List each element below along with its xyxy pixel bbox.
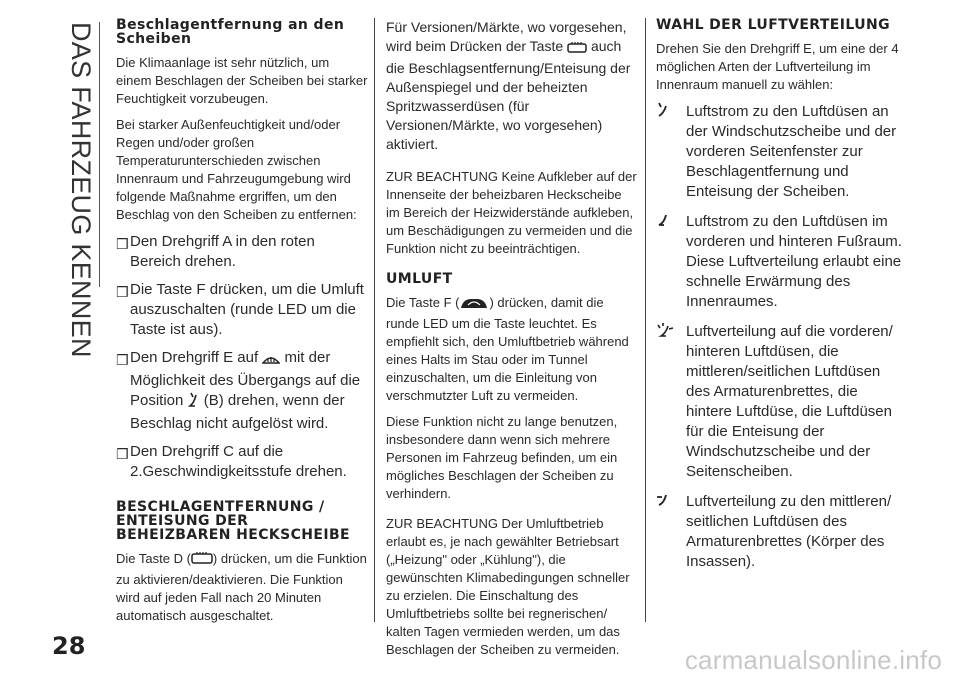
airflow-face-icon <box>656 492 670 514</box>
airflow-windshield-icon <box>656 102 670 124</box>
list-item: ❒ Den Drehgriff A in den roten Bereich drehen. <box>116 233 315 270</box>
paragraph: Die Taste F ( ) drücken, damit die runde LED um die Taste leuchtet. Es empfiehlt sich, den Umluftbetrieb während eines Halts im Stau oder im Tunnel einzuschalten, um die Einleitung von verschmutzter Luft zu vermeiden. <box>386 295 629 403</box>
column-2 <box>386 18 638 667</box>
section-heading-heckscheibe: BESCHLAGENTFERNUNG / ENTEISUNG DER BEHEIZBAREN HECKSCHEIBE <box>116 499 350 543</box>
paragraph: Bei starker Außenfeuchtigkeit und/oder Regen und/oder großen Temperaturunterschieden zwischen Innenraum und Fahrzeugumgebung wird folgende Maßnahme ergriffen, um den Beschlag von den Scheiben zu entfernen: <box>116 117 357 222</box>
section-heading-luftverteilung: WAHL DER LUFTVERTEILUNG <box>656 17 890 33</box>
page-number: 28 <box>52 632 86 660</box>
section-heading-beschlagentfernung: Beschlagentfernung an den Scheiben <box>116 17 345 47</box>
sidebar-divider <box>99 22 100 287</box>
paragraph: Die Taste D ( ) drücken, um die Funktion zu aktivieren/deaktivieren. Die Funktion wird auf jeden Fall nach 20 Minuten automatisch ausgeschaltet. <box>116 551 367 623</box>
paragraph-note: ZUR BEACHTUNG Keine Aufkleber auf der Innenseite der beheizbaren Heckscheibe im Bereich der Heizwiderstände aufkleben, um Beschädigungen zu vermeiden und die Funktion nicht zu beeinträchtigen. <box>386 169 637 256</box>
paragraph-note: ZUR BEACHTUNG Der Umluftbetrieb erlaubt es, je nach gewählter Betriebsart („Heizung" oder „Kühlung"), die gewünschten Klimabedingungen schneller zu erzielen. Die Einschaltung des Umluftbetriebs sollte bei regnerischen/ kalten Tagen vermieden werden, um das Beschlagen der Scheiben zu vermeiden. <box>386 516 630 657</box>
airflow-windshield-feet-icon <box>188 392 200 414</box>
checkbox-bullet-icon: ❒ <box>116 446 129 462</box>
list-item: Luftverteilung zu den mittleren/ seitlichen Luftdüsen des Armaturenbrettes (Körper des Insassen). <box>656 492 906 572</box>
rear-window-defrost-icon <box>191 552 213 571</box>
rear-window-defrost-icon <box>567 40 587 59</box>
list-item: Luftverteilung auf die vorderen/ hinteren Luftdüsen, die mittleren/seitlichen Luftdüsen des Armaturenbrettes, die hintere Luftdüse, die Luftdüsen für die Enteisung der Windschutzscheibe und der Seitenscheiben. <box>656 322 906 482</box>
airflow-all-vents-icon <box>656 322 674 344</box>
paragraph: Für Versionen/Märkte, wo vorgesehen, wird beim Drücken der Taste auch die Beschlagsentfernung/Enteisung der Außenspiegel und der beheizten Spritzwasserdüsen (für Versionen/Märkte, wo vorgesehen) aktiviert. <box>386 19 631 152</box>
recirculation-car-icon <box>459 296 489 315</box>
column-divider <box>645 18 646 622</box>
column-1 <box>116 18 368 633</box>
section-heading-umluft: UMLUFT <box>386 271 453 287</box>
checkbox-bullet-icon: ❒ <box>116 284 129 300</box>
list-item: ❒ Den Drehgriff C auf die 2.Geschwindigkeitsstufe drehen. <box>116 443 347 480</box>
list-item: ❒ Den Drehgriff E auf mit der Möglichkeit des Übergangs auf die Position (B) drehen, wenn der Beschlag nicht aufgelöst wird. <box>116 349 361 432</box>
checkbox-bullet-icon: ❒ <box>116 236 129 252</box>
checkbox-bullet-icon: ❒ <box>116 352 129 368</box>
airflow-feet-icon <box>656 212 670 234</box>
column-divider <box>374 18 375 622</box>
paragraph: Drehen Sie den Drehgriff E, um eine der 4 möglichen Arten der Luftverteilung im Innenraum manuell zu wählen: <box>656 41 899 92</box>
list-item: Luftstrom zu den Luftdüsen an der Windschutzscheibe und der vorderen Seitenfenster zur Beschlagentfernung und Enteisung der Scheiben. <box>656 102 906 202</box>
paragraph: Die Klimaanlage ist sehr nützlich, um einem Beschlagen der Scheiben bei starker Feuchtigkeit vorzubeugen. <box>116 55 368 106</box>
column-3 <box>656 18 906 582</box>
list-item: ❒ Die Taste F drücken, um die Umluft auszuschalten (runde LED um die Taste ist aus). <box>116 281 364 338</box>
paragraph: Diese Funktion nicht zu lange benutzen, insbesondere dann wenn sich mehrere Personen im Fahrzeug befinden, um ein mögliches Beschlagen der Scheiben zu verhindern. <box>386 414 618 501</box>
watermark: carmanualsonline.info <box>684 645 942 675</box>
windshield-defrost-icon <box>262 351 280 371</box>
list-item: Luftstrom zu den Luftdüsen im vorderen und hinteren Fußraum. Diese Luftverteilung erlaubt eine schnelle Erwärmung des Innenraumes. <box>656 212 906 312</box>
chapter-sidebar <box>0 0 100 358</box>
chapter-title: DAS FAHRZEUG KENNEN <box>66 22 96 358</box>
